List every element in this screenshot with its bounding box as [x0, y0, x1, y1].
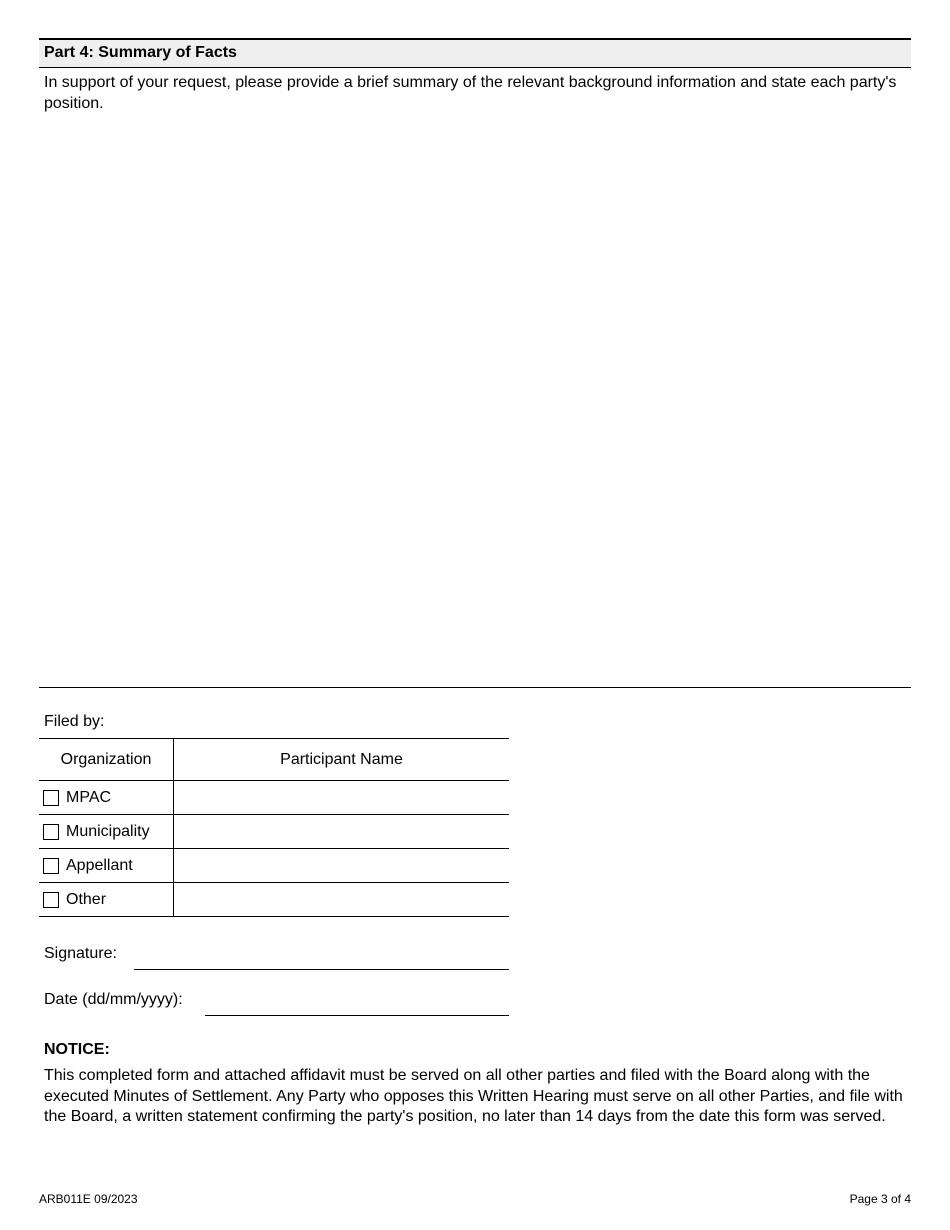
participant-name-field[interactable]	[174, 883, 510, 917]
table-row	[39, 781, 509, 815]
section-instructions: In support of your request, please provide a brief summary of the relevant background information and state each party's position.	[44, 74, 897, 112]
municipality-checkbox[interactable]	[43, 824, 59, 840]
section-title: Part 4: Summary of Facts	[44, 44, 237, 61]
column-header-participant-name: Participant Name	[174, 739, 510, 781]
form-code: ARB011E 09/2023	[39, 1192, 138, 1206]
signature-label: Signature:	[44, 945, 117, 962]
organization-label: Municipality	[66, 822, 150, 840]
participant-name-field[interactable]	[174, 849, 510, 883]
page-number: Page 3 of 4	[849, 1192, 911, 1206]
mpac-checkbox[interactable]	[43, 790, 59, 806]
organization-label: MPAC	[66, 788, 112, 806]
section-divider	[39, 687, 911, 688]
table-row	[39, 849, 509, 883]
table-row	[39, 815, 509, 849]
filed-by-label: Filed by:	[44, 713, 105, 730]
signature-field[interactable]	[134, 969, 509, 970]
date-field[interactable]	[205, 1015, 509, 1016]
notice-body: This completed form and attached affidavit must be served on all other parties and filed with the Board along with the executed Minutes of Settlement. Any Party who opposes this Written Hearing must serve on all other Parties, and file with the Board, a written statement confirming the party's position, no later than 14 days from the date this form was served.	[44, 1067, 903, 1125]
notice-title: NOTICE:	[44, 1041, 110, 1058]
filed-by-table	[39, 738, 509, 917]
organization-label: Appellant	[66, 856, 133, 874]
table-row	[39, 883, 509, 917]
participant-name-field[interactable]	[174, 815, 510, 849]
column-header-organization: Organization	[39, 739, 174, 781]
summary-text-area[interactable]	[39, 116, 911, 686]
other-checkbox[interactable]	[43, 892, 59, 908]
participant-name-field[interactable]	[174, 781, 510, 815]
organization-label: Other	[66, 890, 107, 908]
section-header	[39, 38, 911, 68]
appellant-checkbox[interactable]	[43, 858, 59, 874]
date-label: Date (dd/mm/yyyy):	[44, 991, 183, 1008]
